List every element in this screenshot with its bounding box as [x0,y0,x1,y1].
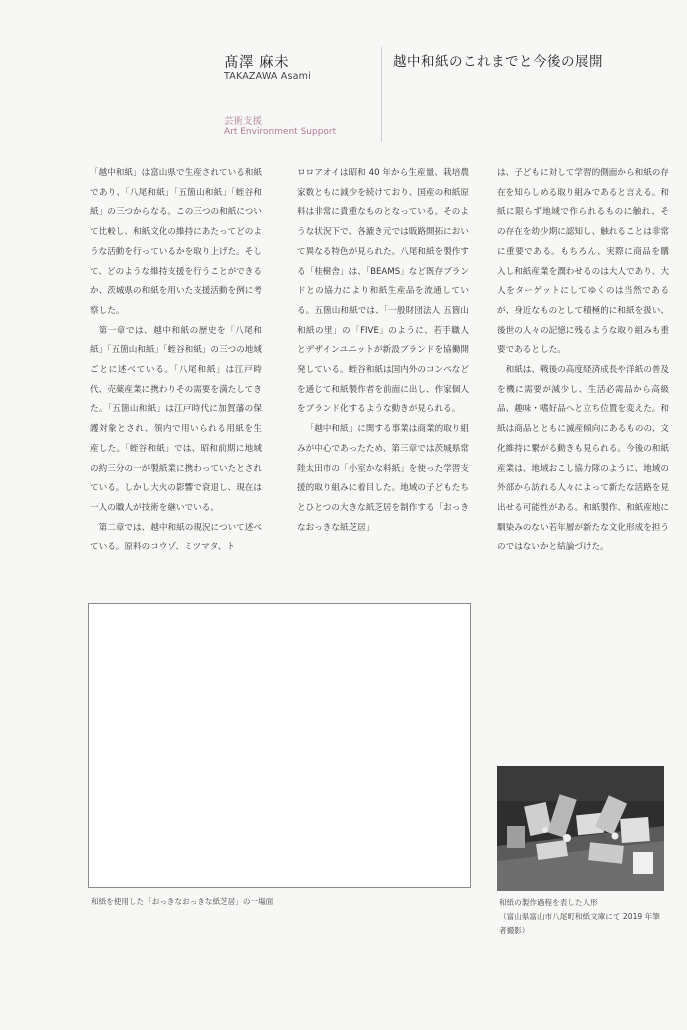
author-name: 髙澤 麻未 [224,55,290,71]
paragraph: 和紙は、戦後の高度経済成長や洋紙の普及を機に需要が減少し、生活必需品から高級品、趣味・嗜好品へと立ち位置を変えた。和紙は商品とともに滅産傾向にあるものの、文化維持に繋がる動きも見られる。今後の和紙産業は、地域おこし協力隊のように、地域の外部から訪れる人々によって新たな活路を見出せる可能性がある。和紙製作、和紙産地に馴染みのない若年層が新たな文化形成を担うのではないかと結論づけた。 [497,365,669,553]
paragraph: 「越中和紙」に関する事業は商業的取り組みが中心であったため、第三章では茨城県常陸太田市の「小室かな料紙」を使った学習支援的取り組みに着目した。地域の子どもたちとひとつの大きな紙芝居を制作する「おっきなおっきな紙芝居」 [297,424,469,533]
category-label: 芸術支援 [224,116,263,127]
washi-doll-photo [497,766,664,891]
paragraph: 「越中和紙」は富山県で生産されている和紙であり、「八尾和紙」「五箇山和紙」「蛭谷和紙」の三つからなる。この三つの和紙について比較し、和紙文化の維持にあたってどのような活動を行っているかを取り上げた。そして、どのような維持支援を行うことができるか、茨城県の和紙を用いた支援活動を例に考察した。 [90,168,262,316]
category-label-en: Art Environment Support [224,127,337,137]
paragraph: は、子どもに対して学習的側面から和紙の存在を知らしめる取り組みであると言える。和紙に限らず地域で作られるものに触れ、その存在を幼少期に認知し、触れることは非常に重要である。もちろん、実際に商品を購入し和紙産業を潤わせるのは大人であり、大人をターゲットにしてゆくのは当然であるが、身近なものとして積極的に和紙を扱い、後世の人々の記憶に残るような取り組みも重要であるとした。 [497,168,669,356]
washi-doll-photo-art [497,766,664,891]
paragraph: 第一章では、越中和紙の歴史を「八尾和紙」「五箇山和紙」「蛭谷和紙」の三つの地域ごとに述べている。「八尾和紙」は江戸時代、売薬産業に携わりその需要を満たしてきた。「五箇山和紙」は江戸時代に加賀藩の保護対象とされ、領内で用いられる用紙を生産した。「蛭谷和紙」では、昭和前期に地域の約三分の一が製紙業に携わっていたとされている。しかし大火の影響で衰退し、現在は一人の職人が技術を継いでいる。 [90,325,262,513]
right-figure-caption [499,896,674,938]
right-caption-line-1: 和紙の製作過程を表した人形 [499,898,598,907]
paragraph: 第二章では、越中和紙の現況について述べている。原料のコウゾ、ミツマタ、ト [90,522,262,553]
left-figure-caption: 和紙を使用した「おっきなおっきな紙芝居」の一場面 [91,897,274,906]
article-title: 越中和紙のこれまでと今後の展開 [393,54,603,70]
paragraph: ロロアオイは昭和 40 年から生産量、栽培農家数ともに減少を続けており、国産の和紙原料は非常に貴重なものとなっている。そのような状況下で、各漉き元では販路開拓において異なる特色が見られた。八尾和紙を製作する「桂樹舎」は、「BEAMS」など既存ブランドとの協力により和紙生産品を流通している。五箇山和紙では、「一般財団法人 五箇山和紙の里」の「FIVE」のように、若手職人とデザインユニットが新設ブランドを協働開発している。蛭谷和紙は国内外のコンペなどを通じて和紙製作者を前面に出し、作家個人をブランド化するような動きが見られる。 [297,168,469,415]
body-column-3 [497,164,669,558]
author-roman-name: TAKAZAWA Asami [224,71,311,82]
header-divider [381,47,382,142]
body-column-2 [297,164,469,538]
body-column-1 [90,164,262,558]
kamishibai-image-frame [88,603,471,888]
right-caption-line-2: （富山県富山市八尾町和紙文庫にて 2019 年筆 [499,912,660,921]
right-caption-line-3: 者撮影） [499,926,530,935]
